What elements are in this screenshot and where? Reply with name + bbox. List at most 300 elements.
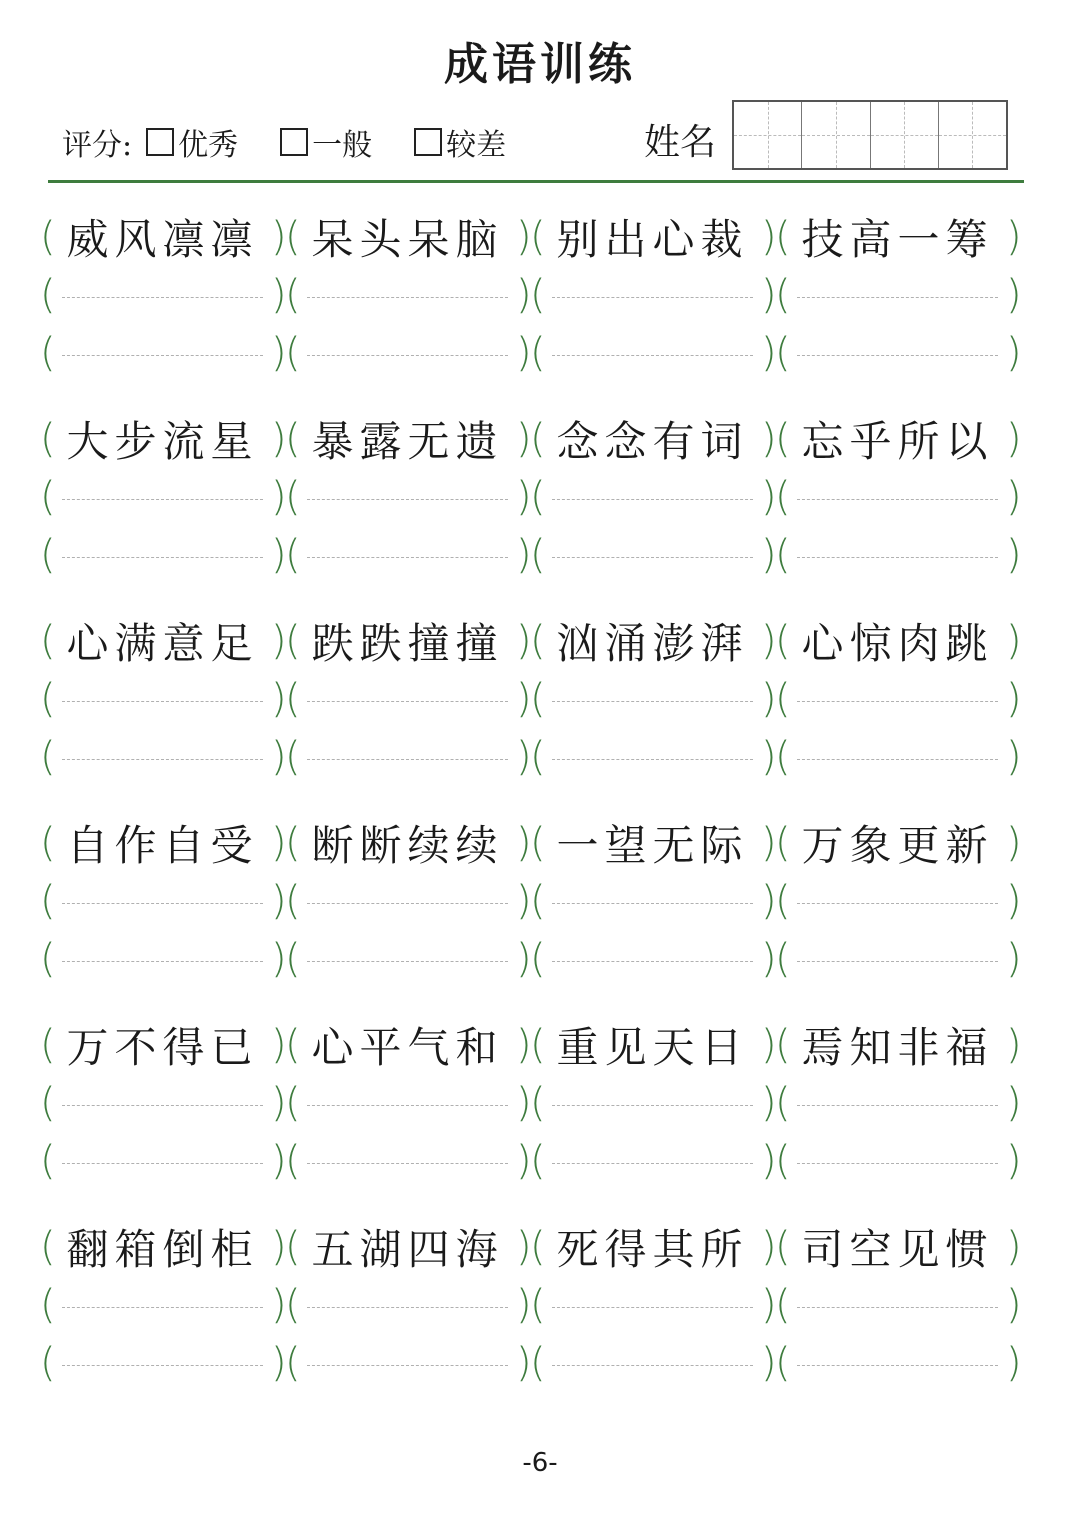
left-parenthesis: ( xyxy=(285,936,301,982)
idiom-text: 汹涌澎湃 xyxy=(556,619,749,668)
left-parenthesis: ( xyxy=(530,1340,546,1386)
idiom-cell xyxy=(775,814,1020,872)
idiom-text: 忘乎所以 xyxy=(801,417,994,466)
right-parenthesis: ) xyxy=(1006,330,1022,376)
left-parenthesis: ( xyxy=(285,820,301,866)
right-parenthesis: ) xyxy=(761,214,777,260)
idiom-row xyxy=(40,208,1020,266)
right-parenthesis: ) xyxy=(516,416,532,462)
practice-cell[interactable] xyxy=(40,324,285,382)
practice-cell[interactable] xyxy=(775,266,1020,324)
practice-cell[interactable] xyxy=(530,324,775,382)
right-parenthesis: ) xyxy=(271,272,287,318)
writing-guide-line[interactable] xyxy=(552,903,753,904)
writing-guide-line[interactable] xyxy=(552,355,753,356)
right-parenthesis: ) xyxy=(516,820,532,866)
left-parenthesis: ( xyxy=(285,1138,301,1184)
idiom-cell xyxy=(40,1218,285,1276)
rating-option-excellent[interactable] xyxy=(146,120,238,164)
practice-cell[interactable] xyxy=(285,1074,530,1132)
writing-guide-line[interactable] xyxy=(307,759,508,760)
right-parenthesis: ) xyxy=(1006,820,1022,866)
idiom-cell xyxy=(40,814,285,872)
left-parenthesis: ( xyxy=(40,1080,56,1126)
right-parenthesis: ) xyxy=(1006,734,1022,780)
practice-cell[interactable] xyxy=(530,468,775,526)
practice-cell[interactable] xyxy=(530,1074,775,1132)
practice-cell[interactable] xyxy=(775,1334,1020,1392)
rating-option-label: 优秀 xyxy=(178,128,239,163)
left-parenthesis: ( xyxy=(775,474,791,520)
right-parenthesis: ) xyxy=(1006,532,1022,578)
left-parenthesis: ( xyxy=(40,734,56,780)
practice-cell[interactable] xyxy=(530,1276,775,1334)
left-parenthesis: ( xyxy=(775,1022,791,1068)
left-parenthesis: ( xyxy=(285,676,301,722)
writing-guide-line[interactable] xyxy=(797,1365,998,1366)
left-parenthesis: ( xyxy=(40,1282,56,1328)
right-parenthesis: ) xyxy=(271,936,287,982)
left-parenthesis: ( xyxy=(775,330,791,376)
writing-guide-line[interactable] xyxy=(307,499,508,500)
writing-guide-line[interactable] xyxy=(62,355,263,356)
left-parenthesis: ( xyxy=(530,272,546,318)
writing-guide-line[interactable] xyxy=(62,1365,263,1366)
writing-guide-line[interactable] xyxy=(62,961,263,962)
practice-cell[interactable] xyxy=(530,1132,775,1190)
right-parenthesis: ) xyxy=(516,1022,532,1068)
left-parenthesis: ( xyxy=(775,878,791,924)
writing-guide-line[interactable] xyxy=(797,701,998,702)
right-parenthesis: ) xyxy=(271,618,287,664)
idiom-text: 一望无际 xyxy=(556,821,749,870)
writing-guide-line[interactable] xyxy=(62,701,263,702)
writing-guide-line[interactable] xyxy=(797,759,998,760)
practice-cell[interactable] xyxy=(530,872,775,930)
left-parenthesis: ( xyxy=(40,936,56,982)
right-parenthesis: ) xyxy=(1006,214,1022,260)
left-parenthesis: ( xyxy=(40,416,56,462)
writing-guide-line[interactable] xyxy=(307,1105,508,1106)
left-parenthesis: ( xyxy=(40,532,56,578)
idiom-cell xyxy=(775,612,1020,670)
idiom-text: 死得其所 xyxy=(556,1225,749,1274)
idiom-cell xyxy=(40,1016,285,1074)
practice-row xyxy=(40,1074,1020,1132)
right-parenthesis: ) xyxy=(1006,1340,1022,1386)
practice-cell[interactable] xyxy=(285,324,530,382)
idiom-cell xyxy=(530,1016,775,1074)
writing-guide-line[interactable] xyxy=(62,1163,263,1164)
left-parenthesis: ( xyxy=(530,532,546,578)
right-parenthesis: ) xyxy=(1006,618,1022,664)
rating-label: 评分: xyxy=(62,128,133,163)
writing-guide-line[interactable] xyxy=(552,701,753,702)
right-parenthesis: ) xyxy=(516,532,532,578)
writing-guide-line[interactable] xyxy=(552,1365,753,1366)
practice-cell[interactable] xyxy=(775,1276,1020,1334)
idiom-cell xyxy=(285,1218,530,1276)
left-parenthesis: ( xyxy=(40,474,56,520)
left-parenthesis: ( xyxy=(285,734,301,780)
right-parenthesis: ) xyxy=(271,1022,287,1068)
practice-cell[interactable] xyxy=(40,930,285,988)
writing-guide-line[interactable] xyxy=(62,1105,263,1106)
left-parenthesis: ( xyxy=(530,936,546,982)
idiom-cell xyxy=(530,410,775,468)
practice-cell[interactable] xyxy=(530,526,775,584)
right-parenthesis: ) xyxy=(1006,676,1022,722)
right-parenthesis: ) xyxy=(516,272,532,318)
writing-guide-line[interactable] xyxy=(552,759,753,760)
writing-guide-line[interactable] xyxy=(552,1307,753,1308)
practice-cell[interactable] xyxy=(285,930,530,988)
right-parenthesis: ) xyxy=(761,1340,777,1386)
writing-guide-line[interactable] xyxy=(797,1163,998,1164)
rating-option-label: 较差 xyxy=(446,128,507,163)
checkbox-average[interactable] xyxy=(280,128,308,156)
right-parenthesis: ) xyxy=(1006,474,1022,520)
idiom-cell xyxy=(285,612,530,670)
idiom-cell xyxy=(775,1218,1020,1276)
left-parenthesis: ( xyxy=(775,676,791,722)
left-parenthesis: ( xyxy=(775,820,791,866)
name-writing-grid[interactable] xyxy=(732,100,1008,170)
writing-guide-line[interactable] xyxy=(307,355,508,356)
practice-cell[interactable] xyxy=(530,728,775,786)
left-parenthesis: ( xyxy=(40,1022,56,1068)
writing-guide-line[interactable] xyxy=(307,1163,508,1164)
writing-guide-line[interactable] xyxy=(62,557,263,558)
right-parenthesis: ) xyxy=(271,734,287,780)
left-parenthesis: ( xyxy=(285,1340,301,1386)
practice-cell[interactable] xyxy=(285,728,530,786)
idiom-text: 万不得已 xyxy=(66,1023,259,1072)
writing-guide-line[interactable] xyxy=(552,1105,753,1106)
right-parenthesis: ) xyxy=(761,936,777,982)
left-parenthesis: ( xyxy=(775,272,791,318)
right-parenthesis: ) xyxy=(761,1224,777,1270)
left-parenthesis: ( xyxy=(285,1022,301,1068)
left-parenthesis: ( xyxy=(285,1282,301,1328)
idiom-row xyxy=(40,410,1020,468)
right-parenthesis: ) xyxy=(271,878,287,924)
practice-cell[interactable] xyxy=(530,930,775,988)
name-grid-cell[interactable] xyxy=(871,102,939,168)
idiom-cell xyxy=(775,410,1020,468)
writing-guide-line[interactable] xyxy=(797,961,998,962)
practice-cell[interactable] xyxy=(775,468,1020,526)
right-parenthesis: ) xyxy=(1006,878,1022,924)
practice-cell[interactable] xyxy=(775,1074,1020,1132)
rating-option-label: 一般 xyxy=(312,128,373,163)
practice-cell[interactable] xyxy=(530,266,775,324)
right-parenthesis: ) xyxy=(761,734,777,780)
practice-cell[interactable] xyxy=(40,728,285,786)
writing-guide-line[interactable] xyxy=(552,297,753,298)
right-parenthesis: ) xyxy=(271,1138,287,1184)
right-parenthesis: ) xyxy=(1006,1080,1022,1126)
idiom-groups xyxy=(40,208,1020,1420)
rating-option-average[interactable] xyxy=(280,120,372,164)
idiom-text: 跌跌撞撞 xyxy=(311,619,504,668)
practice-cell[interactable] xyxy=(285,1276,530,1334)
practice-cell[interactable] xyxy=(40,670,285,728)
right-parenthesis: ) xyxy=(271,1080,287,1126)
writing-guide-line[interactable] xyxy=(62,759,263,760)
right-parenthesis: ) xyxy=(271,416,287,462)
writing-guide-line[interactable] xyxy=(797,557,998,558)
idiom-group xyxy=(40,1016,1020,1218)
right-parenthesis: ) xyxy=(271,1224,287,1270)
right-parenthesis: ) xyxy=(761,1282,777,1328)
writing-guide-line[interactable] xyxy=(307,1365,508,1366)
practice-row xyxy=(40,728,1020,786)
practice-cell[interactable] xyxy=(40,1276,285,1334)
right-parenthesis: ) xyxy=(516,214,532,260)
right-parenthesis: ) xyxy=(1006,936,1022,982)
writing-guide-line[interactable] xyxy=(307,557,508,558)
rating-option-poor[interactable] xyxy=(414,120,506,164)
writing-guide-line[interactable] xyxy=(552,557,753,558)
left-parenthesis: ( xyxy=(285,214,301,260)
idiom-cell xyxy=(40,612,285,670)
left-parenthesis: ( xyxy=(40,1224,56,1270)
right-parenthesis: ) xyxy=(516,618,532,664)
right-parenthesis: ) xyxy=(271,820,287,866)
left-parenthesis: ( xyxy=(530,820,546,866)
right-parenthesis: ) xyxy=(516,878,532,924)
left-parenthesis: ( xyxy=(40,676,56,722)
idiom-text: 念念有词 xyxy=(556,417,749,466)
left-parenthesis: ( xyxy=(530,416,546,462)
rating-section xyxy=(62,118,548,166)
idiom-cell xyxy=(530,208,775,266)
idiom-text: 重见天日 xyxy=(556,1023,749,1072)
left-parenthesis: ( xyxy=(530,676,546,722)
left-parenthesis: ( xyxy=(775,1138,791,1184)
writing-guide-line[interactable] xyxy=(552,961,753,962)
idiom-group xyxy=(40,208,1020,410)
left-parenthesis: ( xyxy=(530,1080,546,1126)
practice-cell[interactable] xyxy=(285,1334,530,1392)
practice-cell[interactable] xyxy=(40,872,285,930)
right-parenthesis: ) xyxy=(1006,272,1022,318)
practice-cell[interactable] xyxy=(285,670,530,728)
page-title: 成语训练 xyxy=(444,39,636,90)
writing-guide-line[interactable] xyxy=(62,1307,263,1308)
right-parenthesis: ) xyxy=(761,416,777,462)
practice-cell[interactable] xyxy=(40,1074,285,1132)
writing-guide-line[interactable] xyxy=(307,297,508,298)
practice-row xyxy=(40,324,1020,382)
idiom-text: 五湖四海 xyxy=(311,1225,504,1274)
writing-guide-line[interactable] xyxy=(797,903,998,904)
left-parenthesis: ( xyxy=(285,330,301,376)
practice-cell[interactable] xyxy=(775,324,1020,382)
right-parenthesis: ) xyxy=(271,330,287,376)
left-parenthesis: ( xyxy=(530,330,546,376)
left-parenthesis: ( xyxy=(775,1282,791,1328)
writing-guide-line[interactable] xyxy=(307,1307,508,1308)
writing-guide-line[interactable] xyxy=(62,297,263,298)
left-parenthesis: ( xyxy=(775,1080,791,1126)
name-grid-cell[interactable] xyxy=(939,102,1006,168)
writing-guide-line[interactable] xyxy=(552,1163,753,1164)
left-parenthesis: ( xyxy=(530,1138,546,1184)
left-parenthesis: ( xyxy=(40,272,56,318)
right-parenthesis: ) xyxy=(516,1340,532,1386)
writing-guide-line[interactable] xyxy=(62,499,263,500)
idiom-row xyxy=(40,1016,1020,1074)
writing-guide-line[interactable] xyxy=(797,499,998,500)
right-parenthesis: ) xyxy=(761,618,777,664)
right-parenthesis: ) xyxy=(761,1080,777,1126)
right-parenthesis: ) xyxy=(1006,1224,1022,1270)
right-parenthesis: ) xyxy=(271,214,287,260)
writing-guide-line[interactable] xyxy=(552,499,753,500)
right-parenthesis: ) xyxy=(761,878,777,924)
writing-guide-line[interactable] xyxy=(797,1105,998,1106)
right-parenthesis: ) xyxy=(516,676,532,722)
practice-cell[interactable] xyxy=(775,526,1020,584)
practice-cell[interactable] xyxy=(285,872,530,930)
right-parenthesis: ) xyxy=(761,1138,777,1184)
practice-cell[interactable] xyxy=(775,930,1020,988)
writing-guide-line[interactable] xyxy=(797,297,998,298)
practice-row xyxy=(40,266,1020,324)
right-parenthesis: ) xyxy=(1006,1022,1022,1068)
header-divider xyxy=(48,180,1024,183)
left-parenthesis: ( xyxy=(40,820,56,866)
practice-cell[interactable] xyxy=(285,468,530,526)
idiom-text: 别出心裁 xyxy=(556,215,749,264)
writing-guide-line[interactable] xyxy=(307,903,508,904)
left-parenthesis: ( xyxy=(775,416,791,462)
right-parenthesis: ) xyxy=(761,272,777,318)
idiom-text: 心惊肉跳 xyxy=(801,619,994,668)
idiom-text: 技高一筹 xyxy=(801,215,994,264)
practice-row xyxy=(40,930,1020,988)
practice-cell[interactable] xyxy=(285,266,530,324)
practice-cell[interactable] xyxy=(775,1132,1020,1190)
name-grid-cell[interactable] xyxy=(734,102,802,168)
idiom-group xyxy=(40,814,1020,1016)
left-parenthesis: ( xyxy=(40,1340,56,1386)
right-parenthesis: ) xyxy=(271,474,287,520)
practice-cell[interactable] xyxy=(40,526,285,584)
practice-row xyxy=(40,526,1020,584)
idiom-cell xyxy=(285,208,530,266)
idiom-text: 暴露无遗 xyxy=(311,417,504,466)
left-parenthesis: ( xyxy=(530,1282,546,1328)
practice-cell[interactable] xyxy=(40,1334,285,1392)
name-label: 姓名 xyxy=(644,122,717,163)
right-parenthesis: ) xyxy=(271,1340,287,1386)
left-parenthesis: ( xyxy=(285,532,301,578)
idiom-text: 自作自受 xyxy=(66,821,259,870)
practice-cell[interactable] xyxy=(40,266,285,324)
right-parenthesis: ) xyxy=(271,676,287,722)
left-parenthesis: ( xyxy=(530,214,546,260)
practice-row xyxy=(40,1132,1020,1190)
practice-cell[interactable] xyxy=(40,1132,285,1190)
idiom-text: 大步流星 xyxy=(66,417,259,466)
right-parenthesis: ) xyxy=(1006,1138,1022,1184)
idiom-row xyxy=(40,1218,1020,1276)
idiom-cell xyxy=(530,814,775,872)
practice-cell[interactable] xyxy=(530,1334,775,1392)
writing-guide-line[interactable] xyxy=(307,961,508,962)
right-parenthesis: ) xyxy=(761,532,777,578)
checkbox-poor[interactable] xyxy=(414,128,442,156)
left-parenthesis: ( xyxy=(530,618,546,664)
writing-guide-line[interactable] xyxy=(62,903,263,904)
idiom-text: 呆头呆脑 xyxy=(311,215,504,264)
left-parenthesis: ( xyxy=(775,532,791,578)
right-parenthesis: ) xyxy=(761,820,777,866)
idiom-cell xyxy=(530,612,775,670)
writing-guide-line[interactable] xyxy=(797,355,998,356)
practice-cell[interactable] xyxy=(775,670,1020,728)
practice-cell[interactable] xyxy=(285,1132,530,1190)
checkbox-excellent[interactable] xyxy=(146,128,174,156)
idiom-group xyxy=(40,612,1020,814)
practice-row xyxy=(40,1276,1020,1334)
practice-row xyxy=(40,872,1020,930)
idiom-cell xyxy=(285,1016,530,1074)
writing-guide-line[interactable] xyxy=(797,1307,998,1308)
writing-guide-line[interactable] xyxy=(307,701,508,702)
idiom-text: 万象更新 xyxy=(801,821,994,870)
left-parenthesis: ( xyxy=(285,878,301,924)
practice-row xyxy=(40,670,1020,728)
idiom-cell xyxy=(530,1218,775,1276)
left-parenthesis: ( xyxy=(40,618,56,664)
practice-row xyxy=(40,1334,1020,1392)
name-grid-cell[interactable] xyxy=(802,102,870,168)
left-parenthesis: ( xyxy=(530,474,546,520)
practice-row xyxy=(40,468,1020,526)
left-parenthesis: ( xyxy=(285,1224,301,1270)
left-parenthesis: ( xyxy=(530,878,546,924)
right-parenthesis: ) xyxy=(516,1282,532,1328)
idiom-text: 威风凛凛 xyxy=(66,215,259,264)
right-parenthesis: ) xyxy=(761,330,777,376)
left-parenthesis: ( xyxy=(775,936,791,982)
practice-cell[interactable] xyxy=(285,526,530,584)
left-parenthesis: ( xyxy=(285,618,301,664)
left-parenthesis: ( xyxy=(40,330,56,376)
right-parenthesis: ) xyxy=(516,474,532,520)
page-number: -6- xyxy=(522,1448,558,1478)
practice-cell[interactable] xyxy=(775,728,1020,786)
left-parenthesis: ( xyxy=(40,214,56,260)
left-parenthesis: ( xyxy=(775,734,791,780)
practice-cell[interactable] xyxy=(775,872,1020,930)
left-parenthesis: ( xyxy=(530,1022,546,1068)
right-parenthesis: ) xyxy=(761,1022,777,1068)
right-parenthesis: ) xyxy=(761,474,777,520)
idiom-text: 焉知非福 xyxy=(801,1023,994,1072)
left-parenthesis: ( xyxy=(285,416,301,462)
right-parenthesis: ) xyxy=(1006,1282,1022,1328)
idiom-cell xyxy=(285,814,530,872)
left-parenthesis: ( xyxy=(775,618,791,664)
practice-cell[interactable] xyxy=(530,670,775,728)
idiom-cell xyxy=(775,1016,1020,1074)
practice-cell[interactable] xyxy=(40,468,285,526)
